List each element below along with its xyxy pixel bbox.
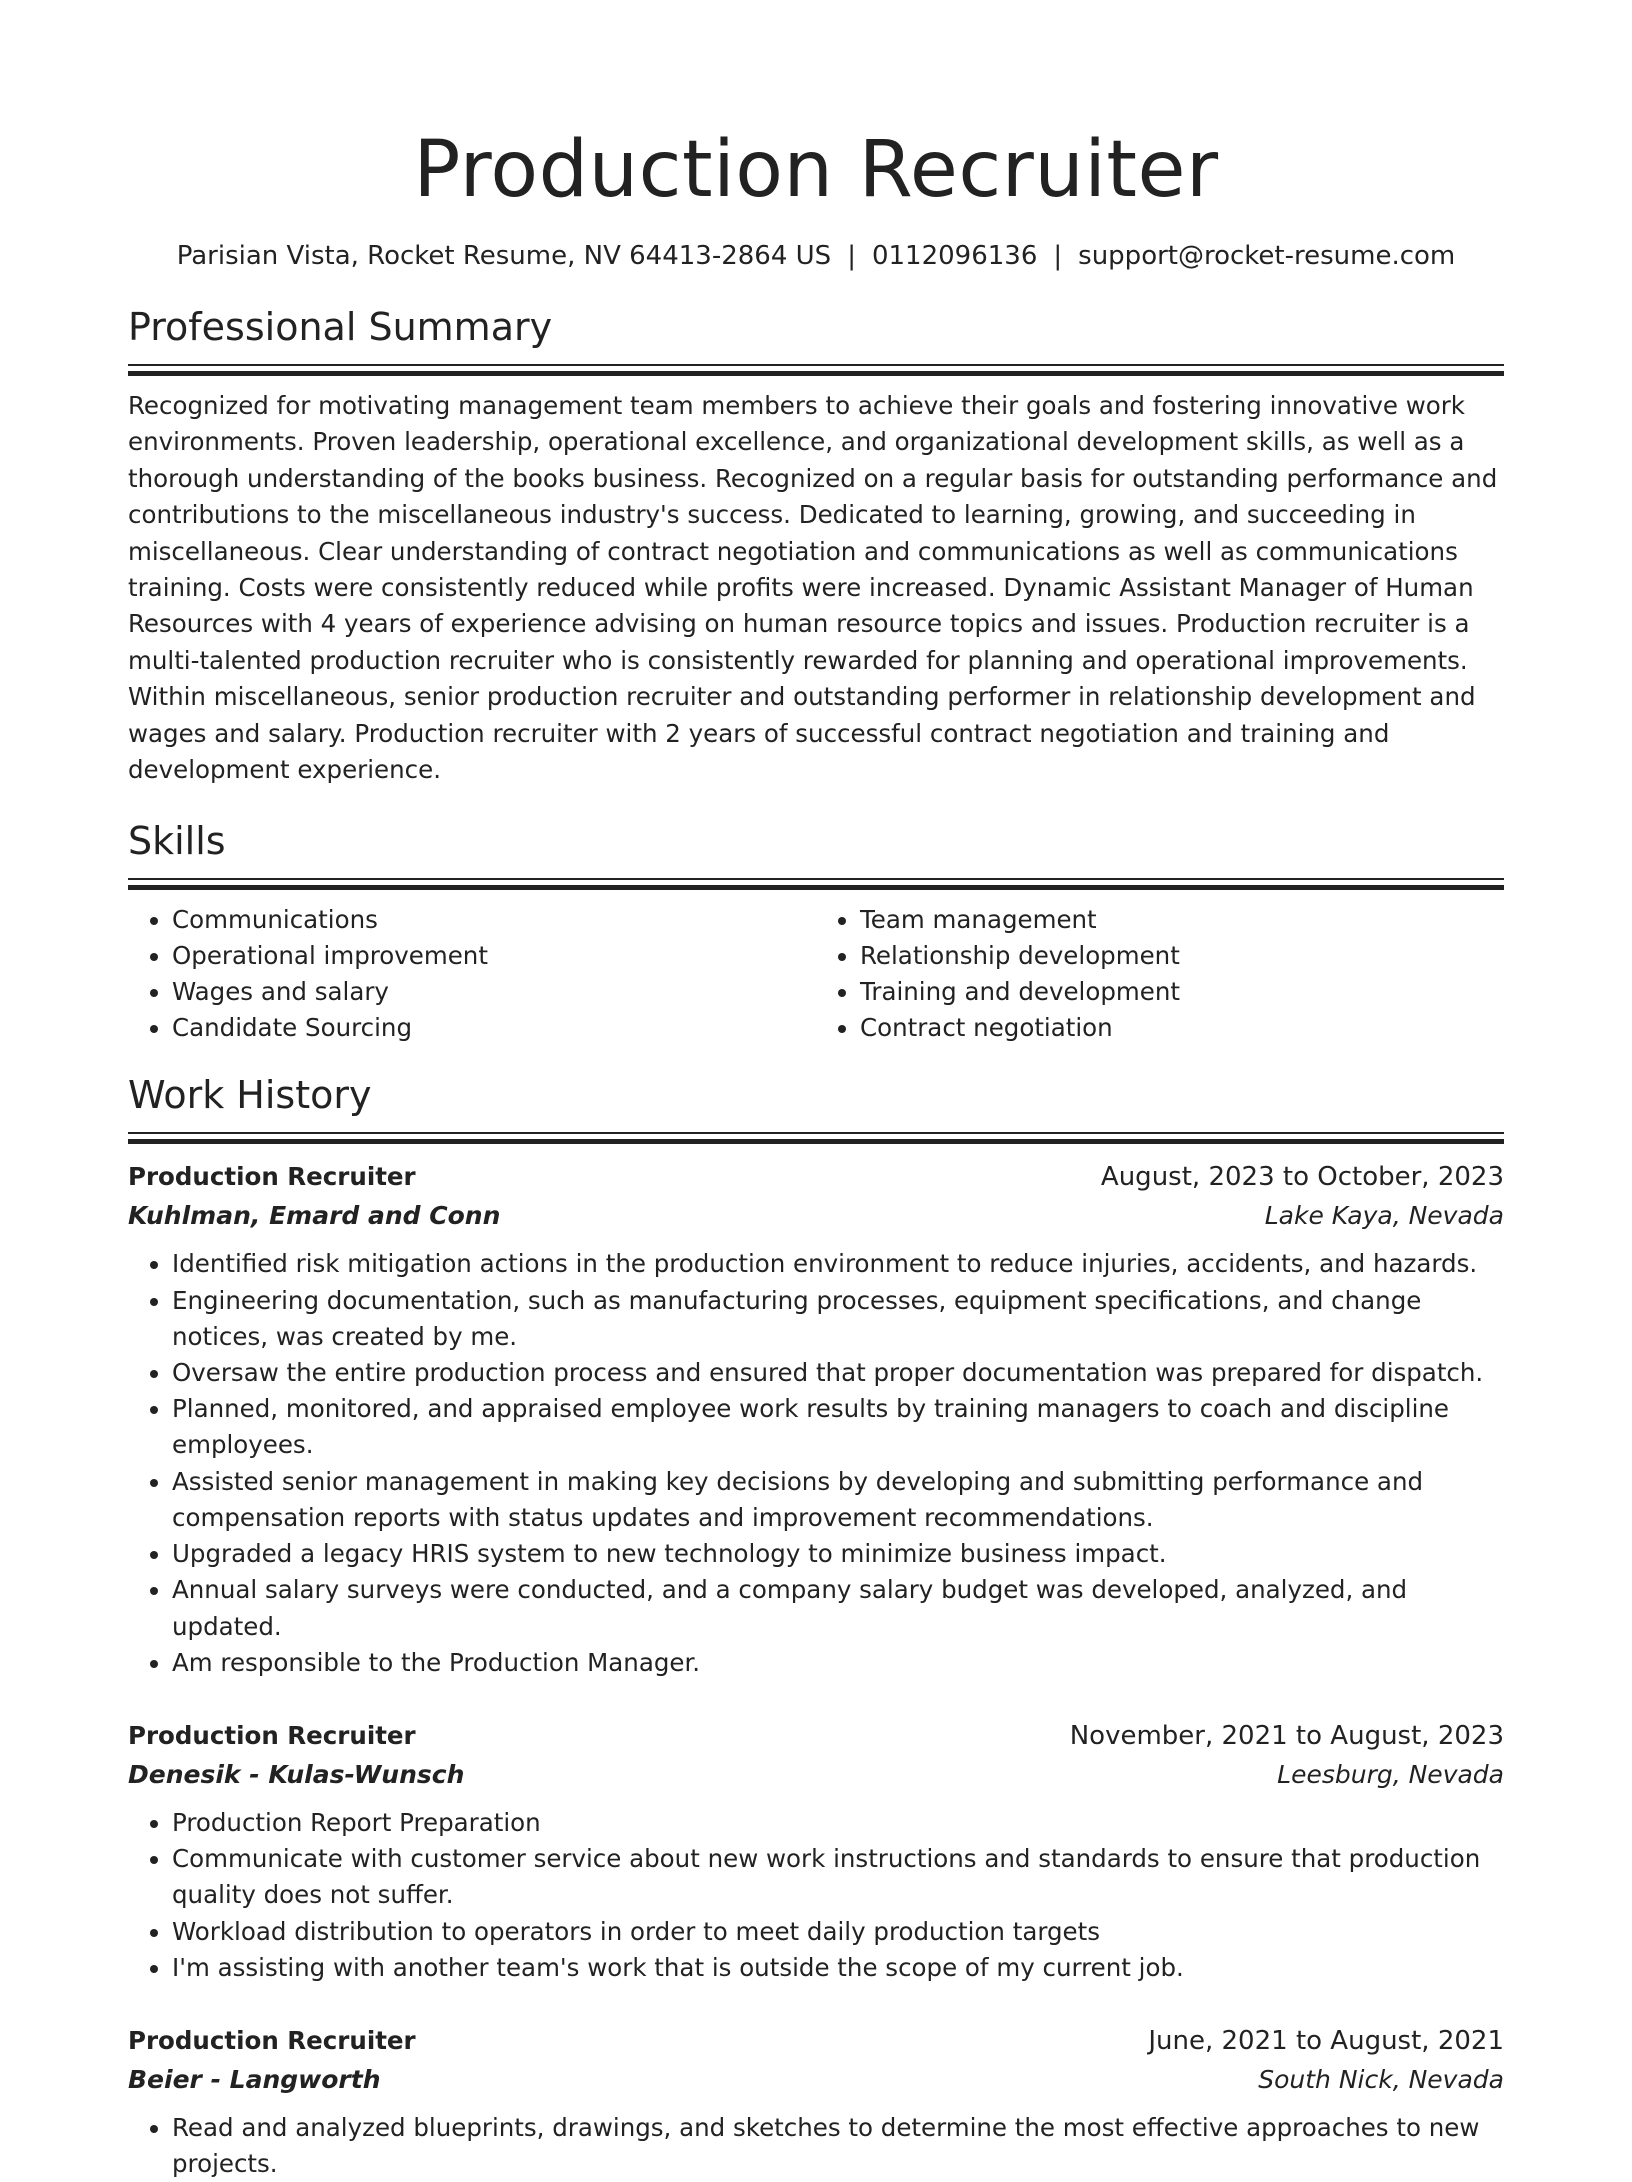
job-bullet: • Communicate with customer service about new work instructions and standards to ensure that production quality does not suffer. (172, 1841, 1504, 1913)
job-company-row (128, 1755, 1504, 1795)
job-bullet: • Upgraded a legacy HRIS system to new technology to minimize business impact. (172, 1536, 1504, 1572)
section-title-skills: Skills (128, 819, 226, 864)
skill-item: • Wages and salary (172, 974, 816, 1010)
work-history-section (128, 1070, 1504, 2182)
contact-separator: | (1053, 241, 1063, 271)
job-bullet: • Workload distribution to operators in order to meet daily production targets (172, 1914, 1504, 1950)
skills-section (128, 816, 1504, 1046)
job-dates: June, 2021 to August, 2021 (1148, 2025, 1504, 2056)
skill-item: • Communications (172, 902, 816, 938)
job-bullet: • Engineering documentation, such as manufacturing processes, equipment specifications, and change notices, was created by me. (172, 1283, 1504, 1355)
section-divider (128, 878, 1504, 890)
contact-email[interactable]: support@rocket-resume.com (1078, 241, 1456, 271)
job-entry (128, 1717, 1504, 1986)
job-entry (128, 1158, 1504, 1680)
skill-item: • Candidate Sourcing (172, 1010, 816, 1046)
job-title: Production Recruiter (128, 2025, 416, 2055)
skill-item: • Training and development (860, 974, 1504, 1010)
job-bullet-list (128, 2110, 1504, 2182)
contact-phone[interactable]: 0112096136 (871, 241, 1038, 271)
job-location: South Nick, Nevada (1258, 2064, 1504, 2094)
job-entry (128, 2022, 1504, 2182)
job-company-row (128, 1196, 1504, 1236)
job-company-row (128, 2060, 1504, 2100)
contact-address: Parisian Vista, Rocket Resume, NV 64413-2864 US (176, 241, 832, 271)
job-bullet: • Planned, monitored, and appraised employee work results by training managers to coach and discipline employees. (172, 1391, 1504, 1463)
skill-item: • Team management (860, 902, 1504, 938)
job-bullet: • Production Report Preparation (172, 1805, 1504, 1841)
skill-item: • Relationship development (860, 938, 1504, 974)
job-bullet: • Read and analyzed blueprints, drawings, and sketches to determine the most effective approaches to new projects. (172, 2110, 1504, 2182)
contact-separator: | (847, 241, 856, 271)
job-title: Production Recruiter (128, 1720, 416, 1750)
job-bullet: • Assisted senior management in making key decisions by developing and submitting performance and compensation reports with status updates and improvement recommendations. (172, 1464, 1504, 1536)
job-company: Denesik - Kulas-Wunsch (128, 1759, 465, 1789)
job-bullet-list (128, 1805, 1504, 1986)
section-divider (128, 1132, 1504, 1144)
contact-line (128, 238, 1504, 274)
section-title-summary: Professional Summary (128, 305, 553, 349)
job-title: Production Recruiter (128, 1162, 416, 1192)
job-location: Leesburg, Nevada (1277, 1759, 1504, 1789)
candidate-name: Production Recruiter (413, 125, 1219, 215)
skills-grid (128, 902, 1504, 1046)
skill-item: • Operational improvement (172, 938, 816, 974)
section-divider (128, 364, 1504, 376)
job-bullet: • Oversaw the entire production process and ensured that proper documentation was prepared for dispatch. (172, 1355, 1504, 1391)
job-bullet: • Annual salary surveys were conducted, and a company salary budget was developed, analyzed, and updated. (172, 1572, 1504, 1644)
section-title-work-history: Work History (128, 1073, 372, 1118)
skills-list-right (816, 902, 1504, 1046)
job-header-row (128, 1158, 1504, 1196)
job-bullet: • Am responsible to the Production Manager. (172, 1645, 1504, 1681)
job-bullet-list (128, 1246, 1504, 1680)
job-bullet: • Identified risk mitigation actions in the production environment to reduce injuries, accidents, and hazards. (172, 1246, 1504, 1282)
skills-list-left (128, 902, 816, 1046)
professional-summary-section (128, 302, 1504, 788)
summary-text: Recognized for motivating management team members to achieve their goals and fostering innovative work environments. Proven leadership, operational excellence, and organizational development skills, as well as a thorough understanding of the books business. Recognized on a regular basis for outstanding performance and contributions to the miscellaneous industry's success. Dedicated to learning, growing, and succeeding in miscellaneous. Clear understanding of contract negotiation and communications as well as communications training. Costs were consistently reduced while profits were increased. Dynamic Assistant Manager of Human Resources with 4 years of experience advising on human resource topics and issues. Production recruiter is a multi-talented production recruiter who is consistently rewarded for planning and operational improvements. Within miscellaneous, senior production recruiter and outstanding performer in relationship development and wages and salary. Production recruiter with 2 years of successful contract negotiation and training and development experience. (128, 391, 1498, 785)
job-header-row (128, 1717, 1504, 1755)
job-location: Lake Kaya, Nevada (1264, 1201, 1504, 1231)
skill-item: • Contract negotiation (860, 1010, 1504, 1046)
job-bullet: • I'm assisting with another team's work that is outside the scope of my current job. (172, 1950, 1504, 1986)
job-company: Beier - Langworth (128, 2064, 381, 2094)
job-company: Kuhlman, Emard and Conn (128, 1201, 501, 1231)
job-header-row (128, 2022, 1504, 2060)
job-dates: November, 2021 to August, 2023 (1069, 1720, 1504, 1751)
job-dates: August, 2023 to October, 2023 (1100, 1162, 1504, 1193)
